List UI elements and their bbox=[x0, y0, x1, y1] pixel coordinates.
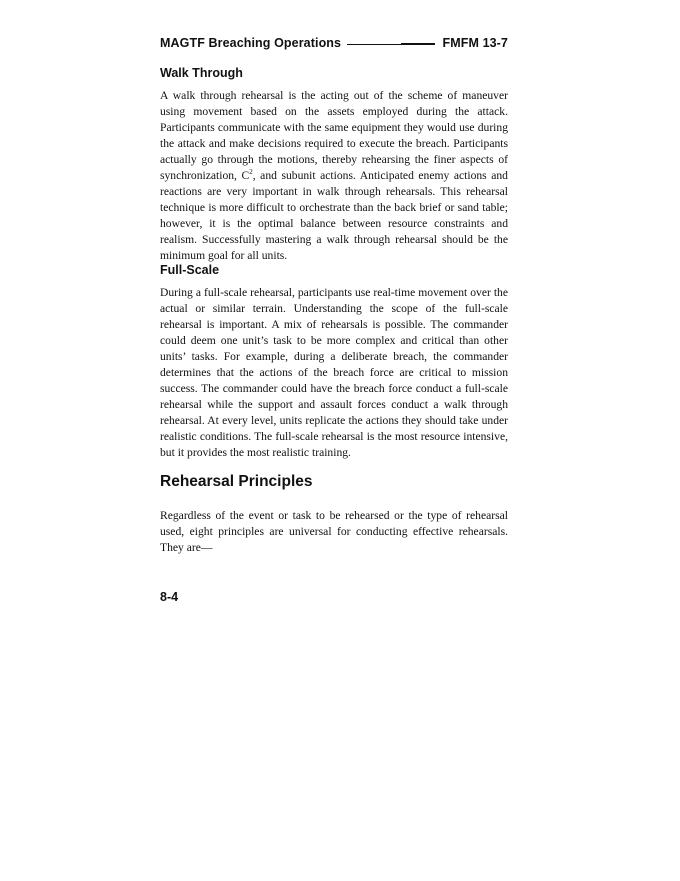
rehearsal-principles-paragraph: Regardless of the event or task to be rehearsed or the type of rehearsal used, eight principles are universal for conducting effective rehearsals. They are— bbox=[160, 509, 508, 555]
header-rule bbox=[347, 44, 434, 45]
rehearsal-principles-heading: Rehearsal Principles bbox=[160, 473, 313, 490]
full-scale-heading: Full-Scale bbox=[160, 263, 220, 277]
header-title: MAGTF Breaching Operations bbox=[160, 36, 342, 50]
walk-through-text-2: , and subunit actions. Anticipated enemy actions and reactions are very important in walk through rehearsals. This rehearsal technique is more difficult to orchestrate than the back brief or sand table; however, it is the optimal balance between resource constraints and realism. Successfully mastering a walk through rehearsal should be the minimum goal for all units. bbox=[160, 169, 508, 263]
walk-through-superscript: 2 bbox=[249, 168, 253, 177]
running-header bbox=[160, 34, 508, 52]
walk-through-paragraph bbox=[160, 88, 508, 265]
walk-through-text-1: A walk through rehearsal is the acting out of the scheme of maneuver using movement based on the assets employed during the attack. Participants communicate with the same equipment they would use during the attack and make decisions required to execute the breach. Participants actually go through the motions, thereby rehearsing the finer aspects of synchronization, C bbox=[160, 89, 508, 183]
header-manual-number: FMFM 13-7 bbox=[442, 36, 508, 50]
full-scale-paragraph: During a full-scale rehearsal, participants use real-time movement over the actual or similar terrain. Understanding the scope of the full-scale rehearsal is important. A mix of rehearsals is possible. The commander could deem one unit’s task to be more complex and critical than other units’ tasks. For example, during a deliberate breach, the commander determines that the actions of the breach force are critical to mission success. The commander could have the breach force conduct a full-scale rehearsal while the support and assault forces conduct a walk through rehearsal. At every level, units replicate the actions they should take under realistic conditions. The full-scale rehearsal is the most resource intensive, but it provides the most realistic training. bbox=[160, 286, 508, 460]
page-number: 8-4 bbox=[160, 590, 179, 604]
walk-through-heading: Walk Through bbox=[160, 66, 243, 80]
